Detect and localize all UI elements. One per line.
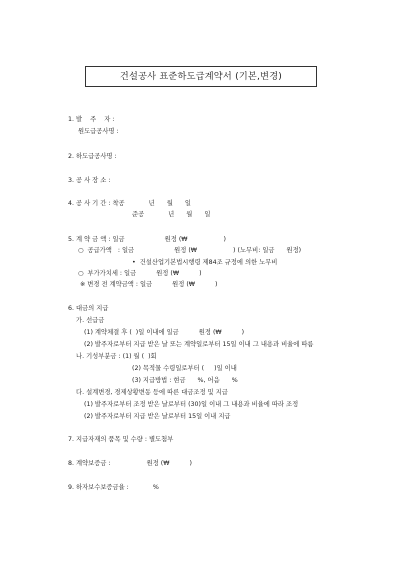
- document-title: 건설공사 표준하도급계약서 (기본,변경): [85, 66, 317, 87]
- section-6-b3: (3) 지급방법 : 현금 %, 어음 %: [132, 377, 238, 384]
- section-6-label: 6. 대금의 지급: [68, 305, 109, 312]
- section-3-label: 3. 공 사 장 소 :: [68, 177, 111, 184]
- section-5-vat: ○ 부가가치세 : 일금 원정 (₩ ): [78, 270, 202, 277]
- section-7-label: 7. 지급자재의 품목 및 수량 : 별도첨부: [68, 436, 174, 443]
- section-6-c1: (1) 발주자로부터 조정 받은 날로부터 (30)일 이내 그 내용과 비율에 따라 조정: [84, 401, 299, 408]
- section-5-prev: ※ 변경 전 계약금액 : 일금 원정 (₩ ): [80, 281, 218, 288]
- section-1-sub: 원도급공사명 :: [78, 128, 119, 135]
- section-5-label: 5. 계 약 금 액 : 일금 원정 (₩ ): [68, 236, 227, 243]
- section-6-a: 가. 선급금: [76, 317, 105, 324]
- section-4-sub: 준공 년 월 일: [132, 211, 211, 218]
- section-2-label: 2. 하도급공사명 :: [68, 153, 117, 160]
- section-6-a1: (1) 계약체결 후 ( )일 이내에 일금 원정 (₩ ): [84, 329, 245, 336]
- section-6-c: 다. 설계변경, 경제상황변동 등에 따른 대금조정 및 지급: [76, 389, 228, 396]
- section-9-label: 9. 하자보수보증금율 : %: [68, 484, 159, 491]
- section-4-label: 4. 공 사 기 간 : 착공 년 월 일: [68, 200, 191, 207]
- section-5-note: • 건설산업기본법시행령 제84조 규정에 의한 노무비: [132, 259, 278, 266]
- section-6-c2: (2) 발주자로부터 지급 받은 날로부터 15일 이내 지급: [84, 413, 231, 420]
- section-1-label: 1. 발 주 자 :: [68, 116, 115, 123]
- section-6-a2: (2) 발주자로부터 지급 받은 날 또는 계약일로부터 15일 이내 그 내용과 비율에 따름: [84, 341, 314, 348]
- section-6-b: 나. 기성부분금 : (1) 월 ( )회: [76, 353, 157, 360]
- section-8-label: 8. 계약보증금 : 원정 (₩ ): [68, 460, 192, 467]
- section-5-supply: ○ 공급가액 : 일금 원정 (₩ ) (노무비: 일금 원정): [78, 247, 302, 254]
- section-6-b2: (2) 목적물 수령일로부터 ( )일 이내: [132, 365, 237, 372]
